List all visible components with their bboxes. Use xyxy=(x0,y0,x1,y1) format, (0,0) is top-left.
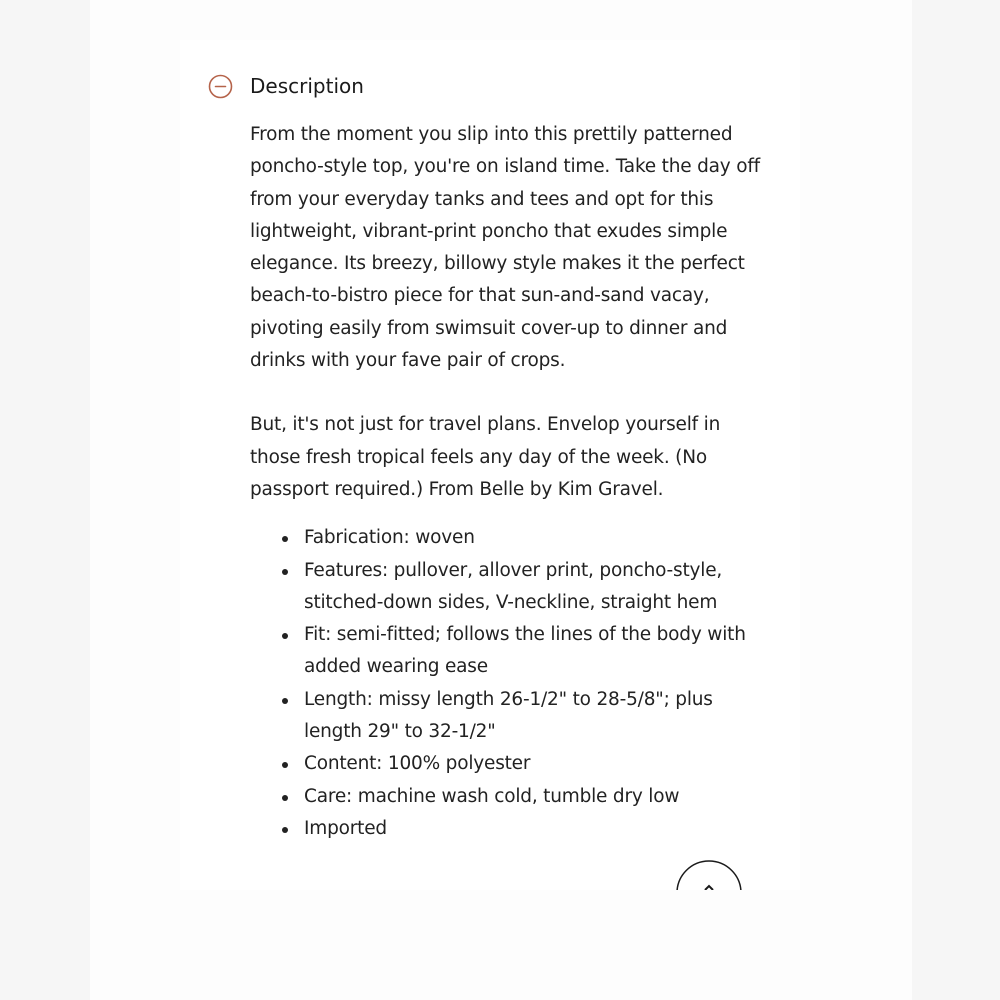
feature-item-length: Length: missy length 26-1/2" to 28-5/8"; plus length 29" to 32-1/2" xyxy=(304,684,770,749)
minus-circle-icon[interactable] xyxy=(208,74,233,99)
feature-list xyxy=(250,522,770,845)
feature-item-fabrication: Fabrication: woven xyxy=(304,522,770,554)
description-body xyxy=(250,119,770,845)
feature-item-fit: Fit: semi-fitted; follows the lines of the body with added wearing ease xyxy=(304,619,770,684)
feature-item-features: Features: pullover, allover print, poncho-style, stitched-down sides, V-neckline, straight hem xyxy=(304,555,770,620)
description-toggle[interactable] xyxy=(208,72,364,100)
description-paragraph-1: From the moment you slip into this prettily patterned poncho-style top, you're on island time. Take the day off from your everyday tanks and tees and opt for this lightweight, vibrant-print poncho that exudes simple elegance. Its breezy, billowy style makes it the perfect beach-to-bistro piece for that sun-and-sand vacay, pivoting easily from swimsuit cover-up to dinner and drinks with your fave pair of crops. xyxy=(250,124,760,372)
description-paragraph-2: But, it's not just for travel plans. Envelop yourself in those fresh tropical feels any day of the week. (No passport required.) From Belle by Kim Gravel. xyxy=(250,414,721,500)
feature-item-content: Content: 100% polyester xyxy=(304,748,770,780)
section-title: Description xyxy=(250,74,364,98)
feature-item-imported: Imported xyxy=(304,813,770,845)
scroll-to-top-button[interactable] xyxy=(676,860,742,890)
feature-item-care: Care: machine wash cold, tumble dry low xyxy=(304,781,770,813)
